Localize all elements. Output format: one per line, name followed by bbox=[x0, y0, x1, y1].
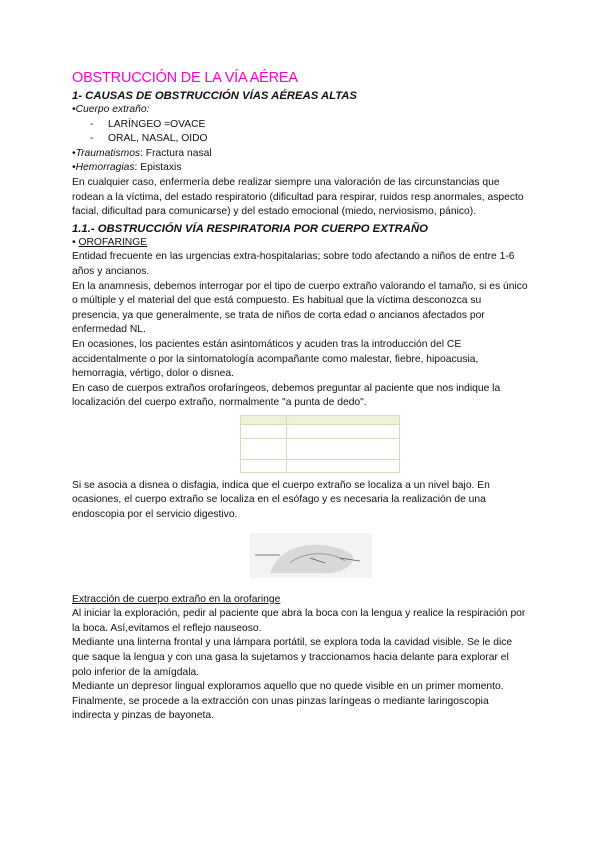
paragraph-exploracion: Al iniciar la exploración, pedir al paciente que abra la boca con la lengua y realice la respiración por la boca. Así,evitamos el reflejo nauseoso. bbox=[72, 608, 526, 634]
paragraph-depresor: Mediante un depresor lingual exploramos aquello que no quede visible en un primer momento. bbox=[72, 681, 504, 693]
section-heading-causas: 1- CAUSAS DE OBSTRUCCIÓN VÍAS AÉREAS ALTAS bbox=[72, 90, 357, 102]
paragraph-linterna: Mediante una linterna frontal y una lámpara portátil, se explora toda la cavidad visible. Se le dice que saque la lengua y con una gasa la sujetamos y traccionamos hacia delante para explorar el polo inferior de la amígdala. bbox=[72, 637, 513, 678]
paragraph-finalmente: Finalmente, se procede a la extracción con unas pinzas laríngeas o mediante laringoscopia indirecta y pinzas de bayoneta. bbox=[72, 695, 489, 722]
page-title: OBSTRUCCIÓN DE LA VÍA AÉREA bbox=[72, 70, 298, 86]
orofaringe-heading: • OROFARINGE bbox=[72, 236, 148, 248]
dash-item: - ORAL, NASAL, OIDO bbox=[90, 133, 208, 145]
dash-item: - LARÍNGEO =OVACE bbox=[90, 118, 206, 130]
section-heading-extraccion: Extracción de cuerpo extraño en la orofaringe bbox=[72, 593, 281, 605]
anatomy-illustration bbox=[250, 533, 372, 578]
document-page bbox=[72, 70, 528, 724]
paragraph-disnea: Si se asocia a disnea o disfagia, indica que el cuerpo extraño se localiza a un nivel bajo. En ocasiones, el cuerpo extraño se localiza en el esófago y es necesaria la realización de una endoscopia por el servicio digestivo. bbox=[72, 479, 490, 521]
traumatismos-line: •Traumatismos: Fractura nasal bbox=[72, 147, 212, 159]
cuerpo-extrano-label: •Cuerpo extraño: bbox=[72, 104, 150, 115]
section-heading-obstruccion: 1.1.- OBSTRUCCIÓN VÍA RESPIRATORIA POR CUERPO EXTRAÑO bbox=[72, 222, 428, 235]
hemorragias-line: •Hemorragias: Epistaxis bbox=[72, 162, 182, 174]
paragraph-valoracion: En cualquier caso, enfermería debe realizar siempre una valoración de las circunstancias que rodean a la víctima, del estado respiratorio (dificultad para respirar, ruidos resp anormales, aspecto facial, dificultad para comunicarse) y del estado emocional (miedo, nerviosismo, pánico). bbox=[72, 176, 524, 218]
paragraph-asintomaticos: En ocasiones, los pacientes están asintomáticos y acuden tras la introducción del CE accidentalmente o por la sintomatología acompañante como malestar, fiebre, hipoacusia, hemorragia, vértigo, dolor o disnea. bbox=[72, 338, 479, 380]
paragraph-anamnesis: En la anamnesis, debemos interrogar por el tipo de cuerpo extraño valorando el tamaño, si es único o múltiple y el material del que está compuesto. Es habitual que la víctima desconozca su presencia, ya que generalmente, se trata de niños de corta edad o ancianos afectados por enfermedad NL. bbox=[72, 280, 528, 336]
table-image: · · · · · · · · bbox=[240, 415, 400, 473]
paragraph-localizacion: En caso de cuerpos extraños orofaríngeos, debemos preguntar al paciente que nos indique la localización del cuerpo extraño, normalmente "a punta de dedo". bbox=[72, 382, 501, 409]
paragraph-entidad: Entidad frecuente en las urgencias extra-hospitalarias; sobre todo afectando a niños de entre 1-6 años y ancianos. bbox=[72, 251, 515, 277]
